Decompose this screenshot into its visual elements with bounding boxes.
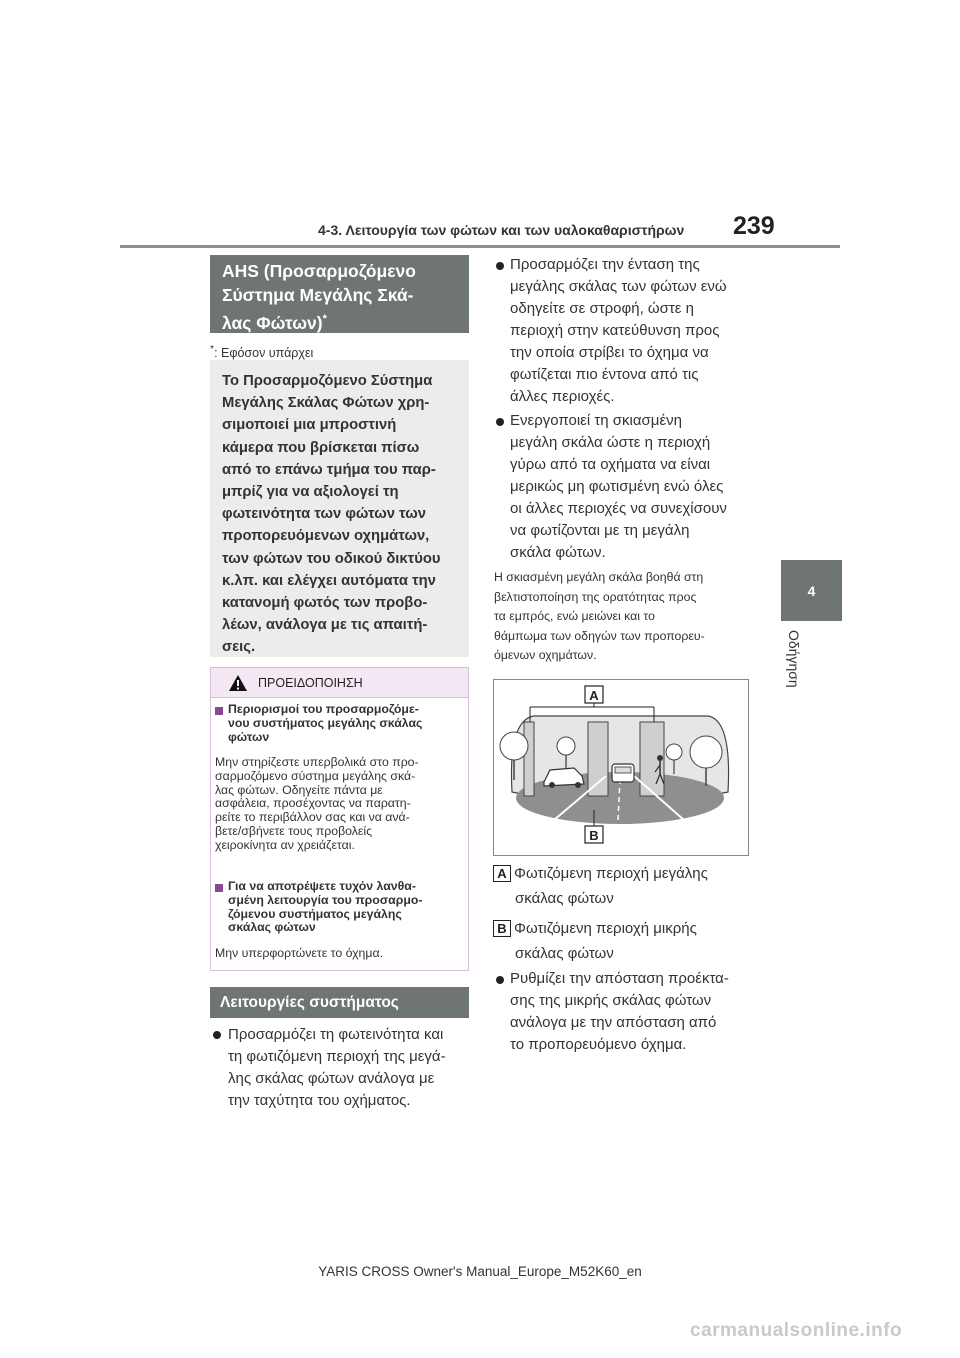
bullet-line: οδηγείτε σε στροφή, ώστε η	[510, 300, 694, 317]
warning-subtitle-line: Για να αποτρέψετε τυχόν λανθα-	[228, 879, 416, 893]
warning-body-1	[215, 756, 465, 853]
ahs-illustration-svg	[494, 680, 748, 855]
bullet-line: οι άλλες περιοχές να συνεχίσουν	[510, 500, 727, 517]
warning-square-icon	[215, 707, 223, 715]
bullet-line: μεγάλη σκάλα ώστε η περιοχή	[510, 434, 711, 451]
intro-line: Το Προσαρμοζόμενο Σύστημα	[222, 373, 433, 389]
note-line: τα εμπρός, ενώ μειώνει και το	[494, 609, 655, 623]
intro-line: Μεγάλης Σκάλας Φώτων χρη-	[222, 395, 430, 412]
warning-square-icon	[215, 884, 223, 892]
functions-title: Λειτουργίες συστήματος	[210, 987, 469, 1018]
legend-a-line-1: Φωτιζόμενη περιοχή μεγάλης	[514, 865, 708, 882]
bullet-line: Ρυθμίζει την απόσταση προέκτα-	[510, 970, 729, 987]
bullet-icon	[496, 976, 504, 984]
legend-b-line-1: Φωτιζόμενη περιοχή μικρής	[514, 920, 697, 937]
bullet-icon	[496, 262, 504, 270]
legend-a	[514, 863, 754, 910]
intro-line: σιμοποιεί μια μπροστινή	[222, 417, 397, 434]
figure-label-a: A	[589, 688, 599, 703]
ahs-title-line-3-wrap	[222, 307, 457, 335]
bullet-icon	[213, 1031, 221, 1039]
warning-body-line: ασφάλεια, προσέχοντας να παρατη-	[215, 796, 411, 811]
intro-box	[210, 360, 469, 657]
intro-line: προπορευόμενων οχημάτων,	[222, 528, 430, 545]
footnote	[210, 344, 313, 360]
footnote-mark: *	[210, 344, 215, 355]
ahs-title-line-3: λας Φώτων)	[222, 312, 323, 333]
bullet-line: περιοχή στην κατεύθυνση προς	[510, 322, 720, 339]
shaded-beam-note	[494, 568, 749, 666]
bullet-line: λης σκάλας φώτων ανάλογα με	[228, 1070, 435, 1087]
warning-subtitle-line: Περιορισμοί του προσαρμοζόμε-	[228, 702, 419, 716]
intro-line: μπρίζ για να αξιολογεί τη	[222, 484, 399, 501]
warning-subtitle-line: σμένη λειτουργία του προσαρμο-	[228, 892, 423, 907]
section-title: 4-3. Λειτουργία των φώτων και των υαλοκαθαριστήρων	[318, 222, 685, 238]
note-line: όμενων οχημάτων.	[494, 648, 597, 662]
pedestrian	[657, 755, 663, 761]
warning-body-line: σαρμοζόμενο σύστημα μεγάλης σκά-	[215, 768, 416, 783]
warning-body-line: Μην στηρίζεστε υπερβολικά στο προ-	[215, 755, 419, 769]
warning-subtitle-line: φώτων	[228, 729, 270, 744]
intro-line: των φώτων του οδικού δικτύου	[222, 550, 441, 567]
intro-line: φωτεινότητα των φώτων των	[222, 506, 426, 523]
warning-subtitle-2	[228, 880, 464, 935]
warning-body-line: βετε/σβήνετε τους προβολείς	[215, 823, 373, 838]
ahs-title-line-2: Σύστημα Μεγάλης Σκά-	[222, 285, 414, 305]
watermark: carmanualsonline.info	[690, 1320, 903, 1341]
bullet-line: να φωτίζονται με τη μεγάλη	[510, 522, 690, 539]
figure-label-b: B	[589, 828, 599, 843]
intro-line: κ.λπ. και ελέγχει αυτόματα την	[222, 572, 436, 589]
bullet-line: μεγάλης σκάλας των φώτων ενώ	[510, 278, 727, 295]
intro-line: κάμερα που βρίσκεται πίσω	[222, 439, 420, 456]
ahs-illustration	[493, 679, 749, 856]
bullet-line: γύρω από τα οχήματα να είναι	[510, 456, 711, 473]
bullet-icon	[496, 418, 504, 426]
warning-subtitle-line: ζόμενου συστήματος μεγάλης	[228, 906, 402, 921]
bullet-line: σκάλα φώτων.	[510, 544, 606, 561]
bullet-low-beam-distance	[510, 968, 755, 1056]
intro-line: κατανομή φωτός των προβο-	[222, 595, 428, 612]
bullet-shaded-beam	[510, 410, 755, 564]
legend-b	[514, 918, 754, 965]
legend-a-box: A	[493, 865, 511, 882]
legend-b-box: B	[493, 920, 511, 937]
bullet-line: τη φωτιζόμενη περιοχή της μεγά-	[228, 1048, 446, 1065]
warning-body-line: λας φώτων. Οδηγείτε πάντα με	[215, 782, 383, 797]
footnote-text: : Εφόσον υπάρχει	[214, 346, 314, 361]
warning-icon	[228, 674, 248, 692]
page-number: 239	[733, 212, 775, 240]
bullet-line: άλλες περιοχές.	[510, 388, 615, 405]
bullet-line: την ταχύτητα του οχήματος.	[228, 1092, 411, 1109]
warning-body-2	[215, 947, 465, 961]
note-line: βελτιστοποίηση της ορατότητας προς	[494, 589, 697, 604]
bullet-line: το προπορευόμενο όχημα.	[510, 1036, 687, 1053]
chapter-tab[interactable]: 4	[781, 560, 842, 621]
ahs-title-box	[210, 255, 469, 333]
intro-line: σεις.	[222, 639, 256, 656]
header-divider	[120, 245, 840, 248]
bullet-line: μερικώς μη φωτισμένη ενώ όλες	[510, 478, 724, 495]
note-line: Η σκιασμένη μεγάλη σκάλα βοηθά στη	[494, 570, 704, 584]
bullet-line: ανάλογα με την απόσταση από	[510, 1014, 717, 1031]
bullet-line: Προσαρμόζει τη φωτεινότητα και	[228, 1026, 444, 1043]
ahs-title-line-1: AHS (Προσαρμοζόμενο	[222, 261, 416, 281]
warning-body-line: Μην υπερφορτώνετε το όχημα.	[215, 946, 383, 960]
chapter-label: Οδήγηση	[786, 630, 802, 688]
note-line: θάμπωμα των οδηγών των προπορευ-	[494, 628, 705, 643]
warning-subtitle-1	[228, 703, 464, 744]
bullet-line: σης της μικρής σκάλας φώτων	[510, 992, 712, 1009]
intro-line: λέων, ανάλογα με τις απαιτή-	[222, 617, 428, 634]
bullet-line: Προσαρμόζει την ένταση της	[510, 256, 700, 273]
footer-manual-id: YARIS CROSS Owner's Manual_Europe_M52K60_en	[318, 1264, 642, 1279]
intro-line: από το επάνω τμήμα του παρ-	[222, 461, 436, 478]
warning-subtitle-line: νου συστήματος μεγάλης σκάλας	[228, 715, 423, 730]
warning-title: ΠΡΟΕΙΔΟΠΟΙΗΣΗ	[258, 676, 363, 690]
ahs-title-mark: *	[322, 313, 327, 325]
warning-body-line: ρείτε το περιβάλλον σας και να ανά-	[215, 810, 410, 825]
bullet-speed	[228, 1024, 473, 1112]
warning-subtitle-line: σκάλας φώτων	[228, 920, 316, 935]
bullet-line: φωτίζεται πιο έντονα από τις	[510, 366, 699, 383]
bullet-line: την οποία στρίβει το όχημα να	[510, 344, 709, 361]
warning-body-line: χειροκίνητα αν χρειάζεται.	[215, 837, 355, 852]
legend-b-line-2: σκάλας φώτων	[515, 945, 614, 962]
legend-a-line-2: σκάλας φώτων	[515, 890, 614, 907]
bullet-line: Ενεργοποιεί τη σκιασμένη	[510, 412, 682, 429]
bullet-cornering	[510, 254, 755, 408]
